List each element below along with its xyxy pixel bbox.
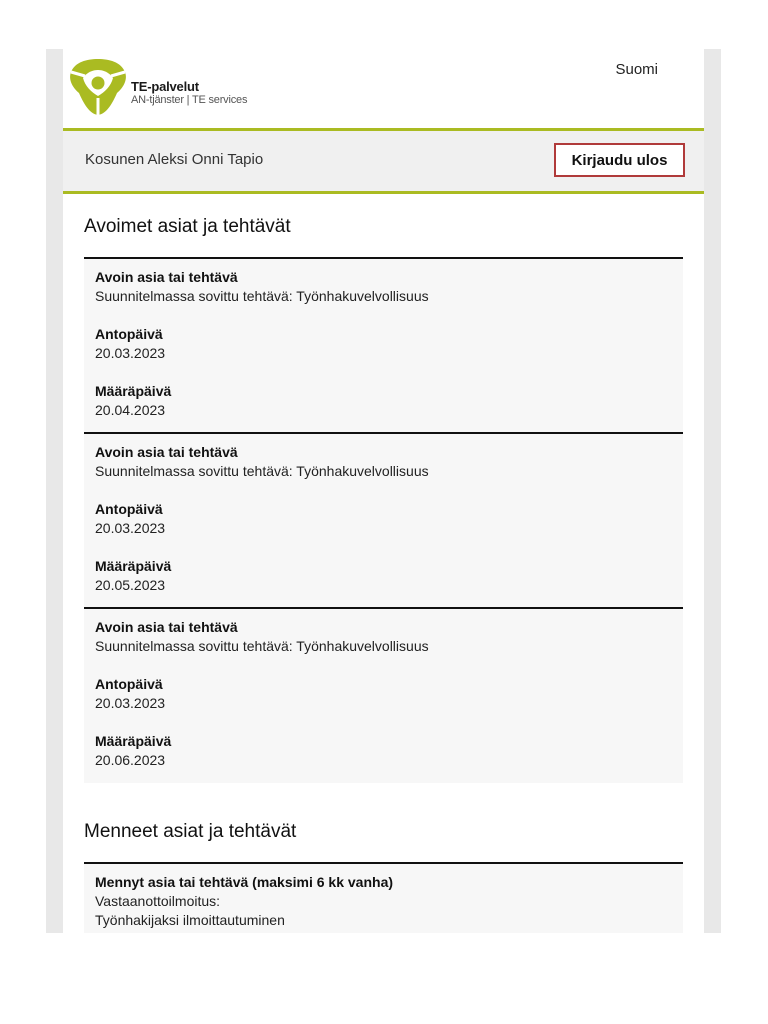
open-tasks-title: Avoimet asiat ja tehtävät: [84, 216, 291, 237]
past-tasks-list: [84, 862, 683, 933]
task-type-value-line2: Työnhakijaksi ilmoittautuminen: [95, 912, 285, 928]
list-item: [84, 862, 683, 933]
due-date-value: 20.05.2023: [95, 577, 166, 593]
open-tasks-list: [84, 257, 683, 783]
due-date-label: Määräpäivä: [95, 733, 172, 749]
task-type-label: Avoin asia tai tehtävä: [95, 619, 238, 635]
issued-date-label: Antopäivä: [95, 676, 163, 692]
due-date-label: Määräpäivä: [95, 383, 172, 399]
user-bar: [63, 131, 704, 194]
header: [63, 49, 704, 131]
brand-subtitle: AN-tjänster | TE services: [131, 94, 248, 106]
list-item: [84, 607, 683, 783]
page: [63, 49, 704, 933]
task-type-label: Avoin asia tai tehtävä: [95, 444, 238, 460]
logout-button[interactable]: Kirjaudu ulos: [554, 143, 685, 177]
task-type-label: Mennyt asia tai tehtävä (maksimi 6 kk vanha): [95, 874, 394, 890]
due-date-value: 20.04.2023: [95, 402, 166, 418]
issued-date-value: 20.03.2023: [95, 695, 166, 711]
task-type-value: Suunnitelmassa sovittu tehtävä: Työnhakuvelvollisuus: [95, 638, 429, 654]
due-date-value: 20.06.2023: [95, 752, 166, 768]
task-type-value-line1: Vastaanottoilmoitus:: [95, 893, 221, 909]
issued-date-label: Antopäivä: [95, 501, 163, 517]
past-tasks-title: Menneet asiat ja tehtävät: [84, 821, 297, 842]
task-type-value: Suunnitelmassa sovittu tehtävä: Työnhakuvelvollisuus: [95, 288, 429, 304]
brand: [131, 80, 247, 107]
issued-date-value: 20.03.2023: [95, 520, 166, 536]
user-name: Kosunen Aleksi Onni Tapio: [85, 151, 264, 168]
task-type-value: Suunnitelmassa sovittu tehtävä: Työnhakuvelvollisuus: [95, 463, 429, 479]
issued-date-value: 20.03.2023: [95, 345, 166, 361]
language-selector[interactable]: Suomi: [615, 61, 658, 78]
list-item: [84, 432, 683, 607]
te-palvelut-logo-icon: [67, 58, 129, 116]
list-item: [84, 257, 683, 432]
brand-name: TE-palvelut: [131, 79, 199, 94]
issued-date-label: Antopäivä: [95, 326, 163, 342]
due-date-label: Määräpäivä: [95, 558, 172, 574]
task-type-label: Avoin asia tai tehtävä: [95, 269, 238, 285]
